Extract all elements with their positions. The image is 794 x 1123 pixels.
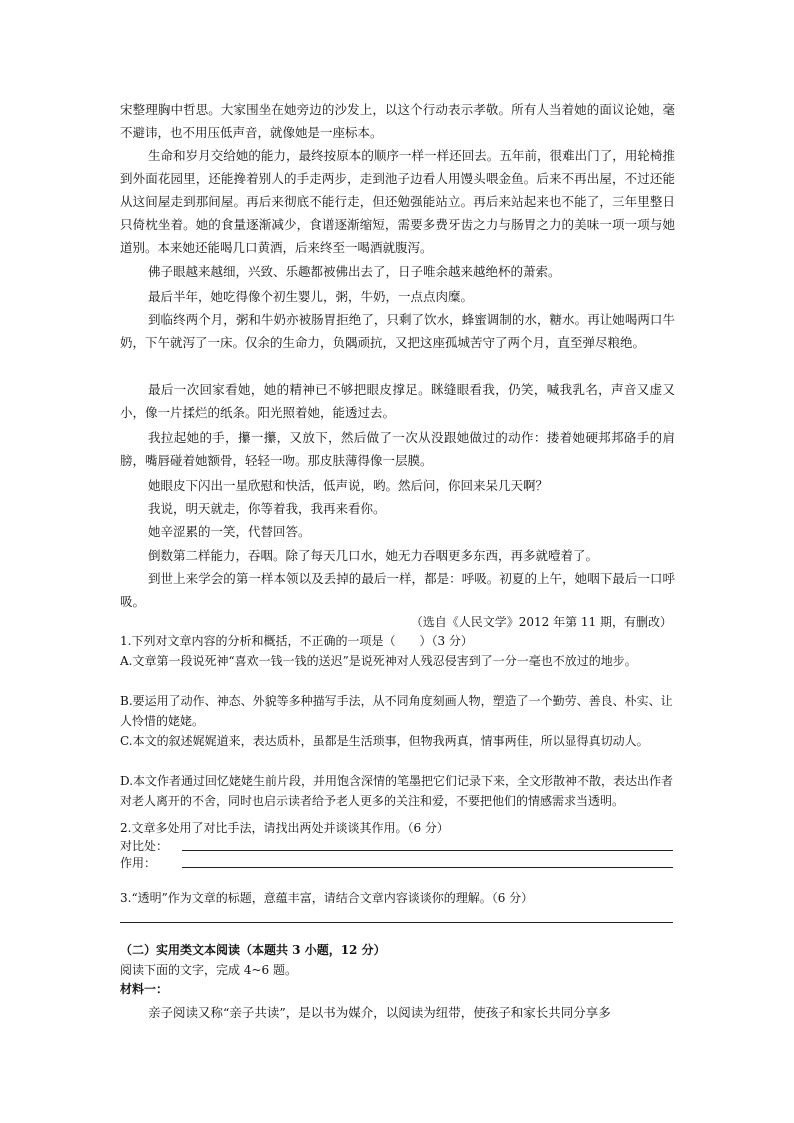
passage-paragraph-5: 到临终两个月，粥和牛奶亦被肠胃拒绝了，只剩了饮水，蜂蜜调制的水，糖水。再让她喝两口牛奶，下午就泻了一床。仅余的生命力，负隅顽抗，又把这座孤城苦守了两个月，直至弹尽粮绝。 — [120, 312, 675, 350]
contrast-answer-line[interactable] — [182, 850, 673, 851]
passage-paragraph-10: 她辛涩累的一笑，代替回答。 — [148, 524, 311, 539]
passage-paragraph-8: 她眼皮下闪出一星欣慰和快活，低声说，哟。然后问，你回来呆几天啊？ — [148, 478, 549, 493]
question-2-stem: 2.文章多处用了对比手法，请找出两处并谈谈其作用。（6 分） — [120, 821, 449, 835]
passage-source: （选自《人民文学》2012 年第 11 期，有删改） — [410, 615, 672, 629]
contrast-label: 对比处： — [120, 839, 169, 853]
material-1-label: 材料一： — [120, 982, 169, 996]
effect-answer-line[interactable] — [182, 867, 673, 868]
section-2-instruction: 阅读下面的文字，完成 4~6 题。 — [120, 963, 297, 977]
effect-label: 作用： — [120, 856, 157, 870]
passage-paragraph-12: 到世上来学会的第一样本领以及丢掉的最后一样，都是：呼吸。初夏的上午，她咽下最后一口呼吸。 — [120, 571, 675, 609]
question-1-option-c: C.本文的叙述娓娓道来，表达质朴，虽都是生活琐事，但物我两真，情事两佳，所以显得真切动人。 — [120, 734, 649, 748]
question-1-option-d: D.本文作者通过回忆姥姥生前片段，并用饱含深情的笔墨把它们记录下来，全文形散神不散，表达出作者对老人离开的不舍，同时也启示读者给予老人更多的关注和爱，不要把他们的情感需求当透明。 — [120, 774, 674, 808]
question-1-option-a: A.文章第一段说死神“喜欢一钱一钱的送迟”是说死神对人残忍侵害到了一分一毫也不放过的地步。 — [120, 654, 637, 668]
passage-paragraph-1: 宋整理胸中哲思。大家围坐在她旁边的沙发上，以这个行动表示孝敬。所有人当着她的面议论她，毫不避讳，也不用压低声音，就像她是一座标本。 — [120, 102, 675, 140]
passage-paragraph-6: 最后一次回家看她，她的精神已不够把眼皮撑足。眯缝眼看我，仍笑，喊我乳名，声音又虚又小，像一片揉烂的纸条。阳光照着她，能透过去。 — [120, 382, 675, 420]
material-1-paragraph: 亲子阅读又称“亲子共读”，是以书为媒介，以阅读为纽带，使孩子和家长共同分享多 — [148, 1005, 611, 1020]
passage-paragraph-2: 生命和岁月交给她的能力，最终按原本的顺序一样一样还回去。五年前，很难出门了，用轮椅推到外面花园里，还能搀着别人的手走两步，走到池子边看人用馒头喂金鱼。后来不再出屋，不过还能从这间屋走到那间屋。再后来彻底不能行走，但还勉强能站立。再后来站起来也不能了，三年里整日只倚枕坐着。她的食量逐渐减少，食谱逐渐缩短，需要多费牙齿之力与肠胃之力的美味一项一项与她道别。本来她还能喝几口黄酒，后来终至一喝酒就腹泻。 — [120, 148, 675, 255]
passage-paragraph-9: 我说，明天就走，你等着我，我再来看你。 — [148, 501, 386, 516]
passage-paragraph-4: 最后半年，她吃得像个初生婴儿，粥，牛奶，一点点肉糜。 — [148, 289, 474, 304]
passage-paragraph-11: 倒数第二样能力，吞咽。除了每天几口水，她无力吞咽更多东西，再多就噎着了。 — [148, 548, 599, 563]
question-1-stem: 1.下列对文章内容的分析和概括，不正确的一项是（ ）（3 分） — [120, 634, 473, 648]
section-2-heading: （二）实用类文本阅读（本题共 3 小题，12 分） — [120, 943, 386, 957]
question-3-stem: 3.“透明”作为文章的标题，意蕴丰富，请结合文章内容谈谈你的理解。（6 分） — [120, 891, 534, 905]
question-1-option-b: B.要运用了动作、神态、外貌等多种描写手法，从不同角度刻画人物，塑造了一个勤劳、善良、朴实、让人怜惜的姥姥。 — [120, 694, 673, 728]
passage-paragraph-3: 佛子眼越来越细，兴致、乐趣都被佛出去了，日子唯余越来越绝杯的萧索。 — [148, 264, 561, 279]
question-3-answer-line[interactable] — [120, 922, 673, 923]
passage-paragraph-7: 我拉起她的手，攥一攥，又放下，然后做了一次从没跟她做过的动作：搂着她硬邦邦硌手的肩膀，嘴唇碰着她额骨，轻轻一吻。那皮肤薄得像一层膜。 — [120, 430, 675, 468]
